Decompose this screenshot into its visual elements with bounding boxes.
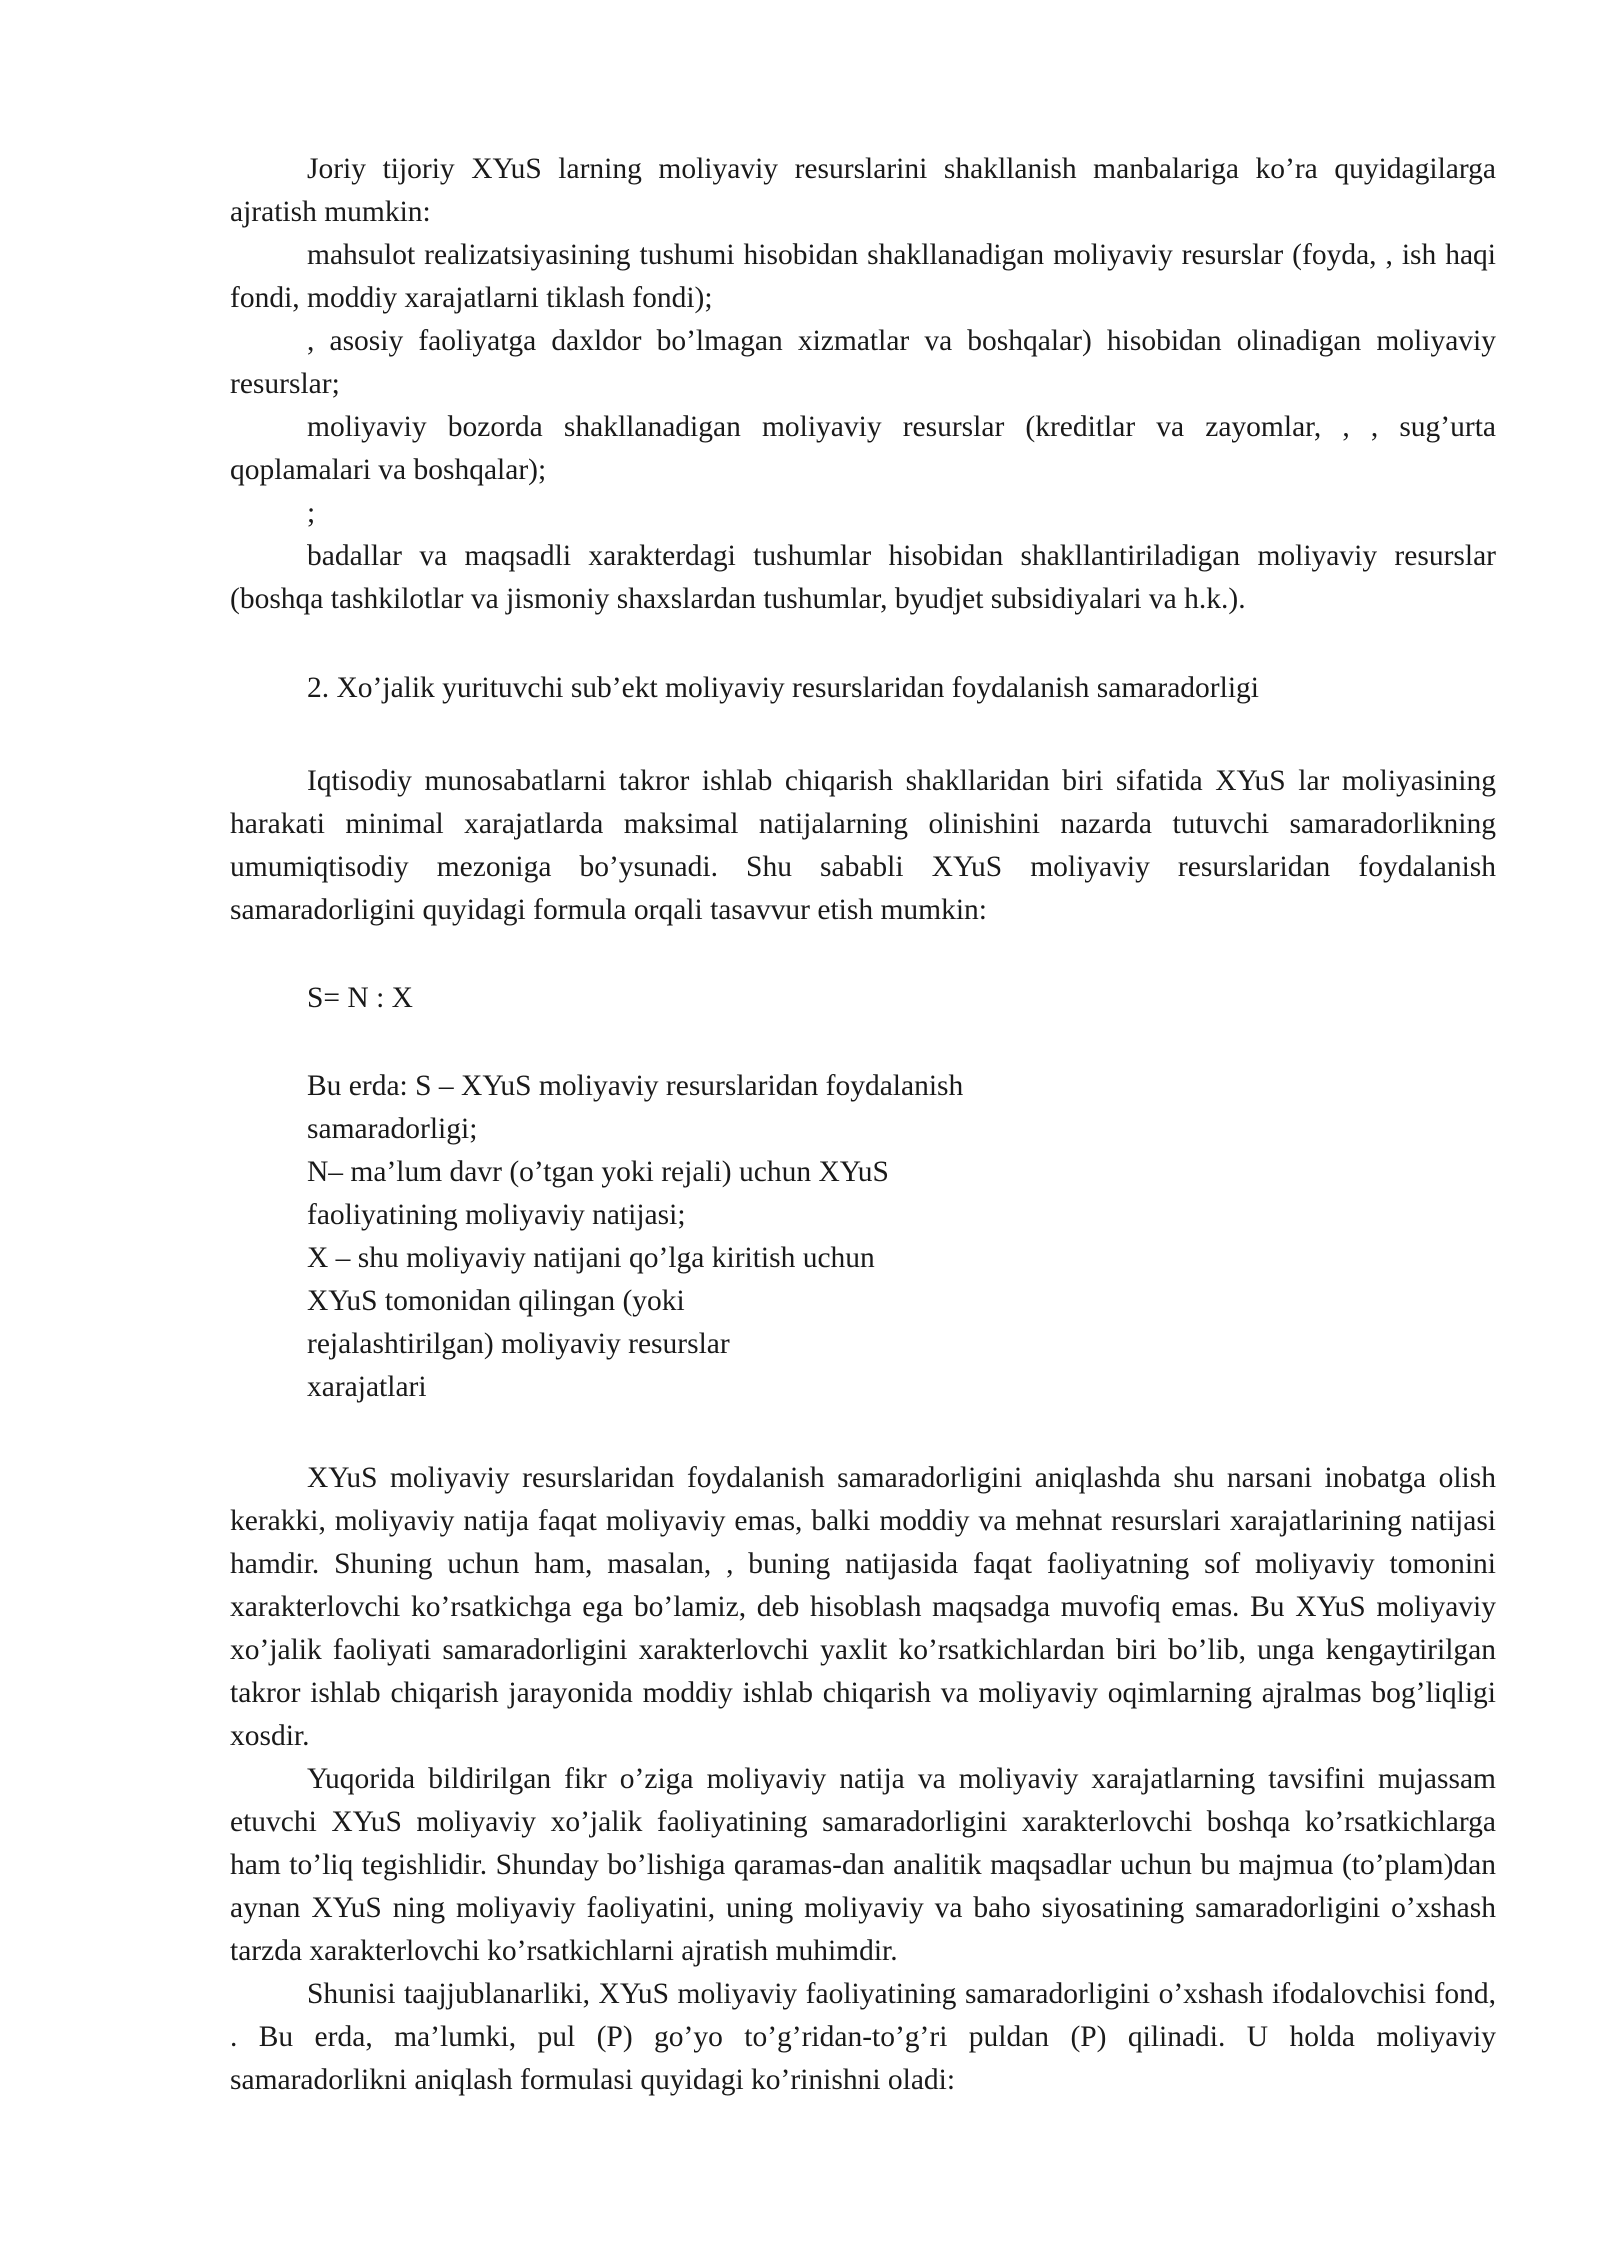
formula-legend-line: X – shu moliyaviy natijani qo’lga kiritish uchun xyxy=(307,1242,875,1274)
formula-legend-line: Bu erda: S – XYuS moliyaviy resurslaridan foydalanish xyxy=(307,1070,964,1102)
spacer xyxy=(230,1409,1496,1457)
body-paragraph: XYuS moliyaviy resurslaridan foydalanish samaradorligini aniqlashda shu narsani inobatga olish kerakki, moliyaviy natija faqat moliyaviy emas, balki moddiy va mehnat resurslari xarajatlarining natijasi hamdir. Shuning uchun ham, masalan, , buning natijasida faqat faoliyatning sof moliyaviy tomonini xarakterlovchi ko’rsatkichga ega bo’lamiz, deb hisoblash maqsadga muvofiq emas. Bu XYuS moliyaviy xo’jalik faoliyati samaradorligini xarakterlovchi yaxlit ko’rsatkichlardan biri bo’lib, unga kengaytirilgan takror ishlab chiqarish jarayonida moddiy ishlab chiqarish va moliyaviy oqimlarning ajralmas bog’liqligi xosdir. xyxy=(230,1462,1496,1752)
document-page xyxy=(230,148,1496,2102)
body-paragraph: Iqtisodiy munosabatlarni takror ishlab chiqarish shakllaridan biri sifatida XYuS lar moliyasining harakati minimal xarajatlarda maksimal natijalarning olinishini nazarda tutuvchi samaradorlikning umumiqtisodiy mezoniga bo’ysunadi. Shu sababli XYuS moliyaviy resurslaridan foydalanish samaradorligini quyidagi formula orqali tasavvur etish mumkin: xyxy=(230,765,1496,926)
list-item: ; xyxy=(307,497,316,529)
spacer xyxy=(230,932,1496,977)
spacer xyxy=(230,621,1496,664)
formula-legend-line: XYuS tomonidan qilingan (yoki xyxy=(307,1285,685,1317)
body-paragraph: Shunisi taajjublanarliki, XYuS moliyaviy faoliyatining samaradorligini o’xshash ifodalovchisi fond, . Bu erda, ma’lumki, pul (P) go’yo to’g’ridan-to’g’ri puldan (P) qilinadi. U holda moliyaviy samaradorlikni aniqlash formulasi quyidagi ko’rinishni oladi: xyxy=(230,1978,1496,2096)
list-item: badallar va maqsadli xarakterdagi tushumlar hisobidan shakllantiriladigan moliyaviy resurslar (boshqa tashkilotlar va jismoniy shaxslardan tushumlar, byudjet subsidiyalari va h.k.). xyxy=(230,540,1496,615)
intro-paragraph: Joriy tijoriy XYuS larning moliyaviy resurslarini shakllanish manbalariga ko’ra quyidagilarga ajratish mumkin: xyxy=(230,153,1496,228)
list-item: mahsulot realizatsiyasining tushumi hisobidan shakllanadigan moliyaviy resurslar (foyda, , ish haqi fondi, moddiy xarajatlarni tiklash fondi); xyxy=(230,239,1496,314)
spacer xyxy=(230,1020,1496,1065)
formula: S= N : X xyxy=(307,982,413,1014)
formula-legend-line: rejalashtirilgan) moliyaviy resurslar xyxy=(307,1328,730,1360)
formula-legend-line: samaradorligi; xyxy=(307,1113,478,1145)
body-paragraph: Yuqorida bildirilgan fikr o’ziga moliyaviy natija va moliyaviy xarajatlarning tavsifini mujassam etuvchi XYuS moliyaviy xo’jalik faoliyatining samaradorligini xarakterlovchi boshqa ko’rsatkichlarga ham to’liq tegishlidir. Shunday bo’lishiga qaramas-dan analitik maqsadlar uchun bu majmua (to’plam)dan aynan XYuS ning moliyaviy faoliyatini, uning moliyaviy va baho siyosatining samaradorligini o’xshash tarzda xarakterlovchi ko’rsatkichlarni ajratish muhimdir. xyxy=(230,1763,1496,1967)
formula-legend-line: N– ma’lum davr (o’tgan yoki rejali) uchun XYuS xyxy=(307,1156,889,1188)
spacer xyxy=(230,710,1496,760)
list-item: moliyaviy bozorda shakllanadigan moliyaviy resurslar (kreditlar va zayomlar, , , sug’urta qoplamalari va boshqalar); xyxy=(230,411,1496,486)
section-heading: 2. Xo’jalik yurituvchi sub’ekt moliyaviy resurslaridan foydalanish samaradorligi xyxy=(307,672,1259,704)
formula-legend-line: xarajatlari xyxy=(307,1371,427,1403)
formula-legend-line: faoliyatining moliyaviy natijasi; xyxy=(307,1199,686,1231)
list-item: , asosiy faoliyatga daxldor bo’lmagan xizmatlar va boshqalar) hisobidan olinadigan moliyaviy resurslar; xyxy=(230,325,1496,400)
